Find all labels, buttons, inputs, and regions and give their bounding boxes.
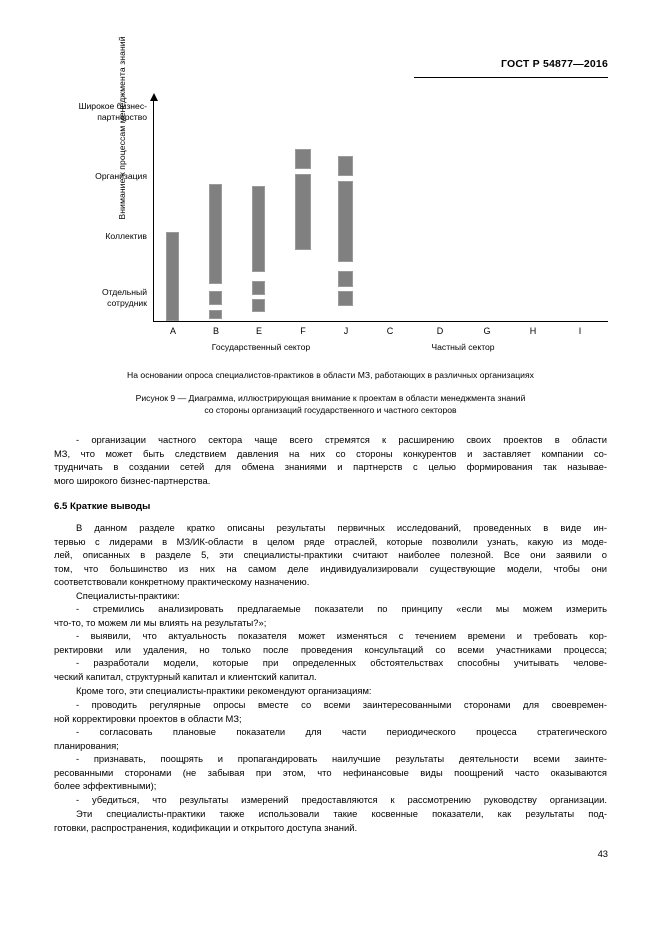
list-item: - убедиться, что результаты измерений предоставляются к рассмотрению руководству организации. (76, 793, 607, 805)
bar-segment-b-2 (209, 291, 222, 305)
bar-segment-b-1 (209, 310, 222, 319)
bar-segment-j-1 (338, 291, 353, 306)
chart-plot-area (153, 95, 608, 352)
paragraph-closing (54, 807, 607, 834)
bar-segment-j-4 (338, 156, 353, 176)
list-item: - согласовать плановые показатели для части периодического процесса стратегического (76, 726, 607, 738)
bar-segment-e-3 (252, 186, 265, 272)
chart-y-tick-labels (53, 95, 147, 320)
list-recommend (54, 698, 607, 806)
paragraph-summary (54, 521, 607, 589)
y-tick-label-collective: Коллектив (105, 231, 147, 241)
text-line: Кроме того, эти специалисты-практики рекомендуют организациям: (76, 685, 372, 696)
x-tick-label-e: E (255, 326, 262, 336)
y-tick-label-organization: Организация (95, 171, 147, 181)
bar-segment-e-1 (252, 299, 265, 312)
text-line: готовки, распространения, кодификации и открытого доступа знаний. (54, 821, 358, 833)
section-heading-6-5: 6.5 Краткие выводы (54, 501, 151, 512)
header-rule (414, 77, 608, 78)
list-item: ной корректировки проектов в области МЗ; (54, 712, 242, 724)
bar-segment-j-3 (338, 181, 353, 262)
list-item: - стремились анализировать предлагаемые показатели по принципу «если мы можем измерить (76, 603, 607, 614)
list-item: ректировки или удаления, но только после проведения консультаций со всеми участниками процесса; (54, 643, 607, 655)
list-item: планирования; (54, 739, 119, 751)
bar-segment-f-1 (295, 174, 311, 250)
list-item: - выявили, что актуальность показателя может изменяться с течением времени и требовать кор- (76, 630, 607, 642)
text-line: МЗ, что может быть следствием давления на них со стороны конкурентов и заставляет компании со- (54, 447, 607, 459)
list-item: ческий капитал, структурный капитал и клиентский капитал. (54, 670, 317, 682)
text-line: - организации частного сектора чаще всего стремятся к расширению своих проектов в области (76, 434, 607, 445)
figure-source-note: На основании опроса специалистов-практиков в области МЗ, работающих в различных организациях (127, 370, 534, 380)
text-line: лей, описанных в разделе 5, эти специалисты-практики считают наиболее полезной. Все они заявили о (54, 549, 607, 561)
list-item: - проводить регулярные опросы вместе со всеми заинтересованными сторонами для своевремен- (76, 699, 607, 710)
text-line: трудничать в создании сетей для обмена знаниями и партнерств с целью формирования так называе- (54, 461, 607, 473)
list-item: - признавать, поощрять и пропагандировать наилучшие результаты деятельности всеми заинте- (76, 753, 607, 765)
list-item: что-то, то можем ли мы влиять на результаты?»; (54, 616, 267, 628)
y-tick-label-broad-partnership: Широкое бизнес-партнерство (78, 101, 147, 122)
x-tick-label-g: G (483, 326, 491, 336)
paragraph-private-sector (54, 433, 607, 487)
y-tick-label-individual: Отдельный сотрудник (101, 287, 147, 308)
x-tick-label-b: B (212, 326, 219, 336)
list-item: ресованными сторонами (не забывая при этом, что нефинансовые виды поощрений часто оказываются (54, 766, 607, 778)
bar-segment-a-1 (166, 232, 179, 321)
page-header-standard-id: ГОСТ Р 54877—2016 (500, 58, 608, 70)
chart-y-axis-title: Внимание к процессам менеджмента знаний (117, 36, 127, 220)
x-tick-label-j: J (343, 326, 349, 336)
group-label-private-sector: Частный сектор (431, 342, 495, 352)
page-number: 43 (597, 848, 608, 859)
text-line: том, что большинство из них на самом деле индивидуализировали существующие модели, чтобы они (54, 562, 607, 574)
list-item: более эффективными); (54, 780, 157, 792)
x-tick-label-d: D (436, 326, 444, 336)
text-line: тервью с лидерами в МЗ/ИК-области в целом ряде отраслей, которые позволили узнать, какую из моде- (54, 535, 607, 547)
chart-x-axis-line (153, 321, 608, 322)
x-tick-label-c: C (386, 326, 394, 336)
x-tick-label-a: A (169, 326, 176, 336)
text-line: Специалисты-практики: (76, 590, 180, 601)
bar-segment-e-2 (252, 281, 265, 295)
lead-in-recommend (54, 684, 607, 698)
x-tick-label-i: I (578, 326, 582, 336)
text-line: мого широкого бизнес-партнерства. (54, 474, 211, 486)
group-label-public-sector: Государственный сектор (211, 342, 311, 352)
lead-in-practitioners (54, 589, 607, 603)
text-line: Эти специалисты-практики также использовали такие косвенные показатели, как результаты под- (76, 808, 607, 819)
bar-segment-b-3 (209, 184, 222, 284)
bar-segment-j-2 (338, 271, 353, 287)
list-practitioners (54, 602, 607, 683)
text-line: В данном разделе кратко описаны результаты первичных исследований, проведенных в виде ин- (76, 522, 607, 533)
figure-caption (53, 393, 608, 416)
x-tick-label-h: H (529, 326, 537, 336)
bar-segment-f-2 (295, 149, 311, 169)
figure-caption-line-1: Рисунок 9 — Диаграмма, иллюстрирующая внимание к проектам в области менеджмента знаний (135, 393, 526, 403)
list-item: - разработали модели, которые при определенных обстоятельствах способны учитывать челове- (76, 657, 607, 669)
text-line: соответствовали конкретному практическому назначению. (54, 576, 310, 588)
figure-caption-line-2: со стороны организаций государственного и частного секторов (204, 404, 457, 415)
x-tick-label-f: F (300, 326, 306, 336)
